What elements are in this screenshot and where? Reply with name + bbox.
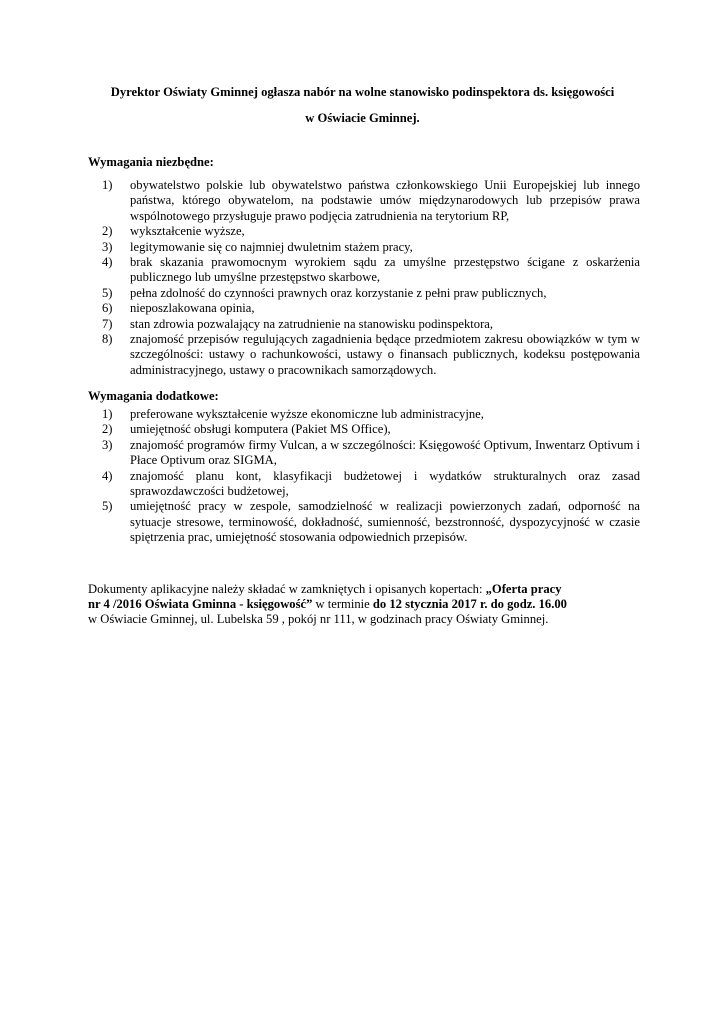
submission-text: w terminie [312,597,373,612]
item-number: 2) [102,224,113,239]
item-text: znajomość programów firmy Vulcan, a w szczególności: Księgowość Optivum, Inwentarz Optivum i Płace Optivum oraz SIGMA, [130,437,640,468]
item-text: pełna zdolność do czynności prawnych oraz korzystanie z pełni praw publicznych, [130,285,547,300]
required-item-6 [88,301,640,316]
item-text: umiejętność pracy w zespole, samodzielność w realizacji powierzonych zadań, odporność na sytuacje stresowe, terminowość, dokładność, sumienność, bezstronność, dyspozycyjność w czasie spiętrzenia prac, umiejętność stosowania odpowiednich przepisów. [130,499,640,545]
submission-line-3: w Oświacie Gminnej, ul. Lubelska 59 , pokój nr 111, w godzinach pracy Oświaty Gminnej. [88,612,549,627]
item-number: 3) [102,239,113,254]
item-text: preferowane wykształcenie wyższe ekonomiczne lub administracyjne, [130,407,484,421]
required-list [88,178,640,378]
offer-title-continued: nr 4 /2016 Oświata Gminna - księgowość” [88,597,313,612]
submission-line-2 [88,597,640,612]
item-text: brak skazania prawomocnym wyrokiem sądu za umyślne przestępstwo ścigane z oskarżenia publicznego lub umyślne przestępstwo skarbowe, [130,255,640,285]
additional-item-4 [88,469,640,500]
item-number: 5) [102,499,113,514]
item-number: 8) [102,332,113,347]
additional-item-5 [88,499,640,545]
item-text: wykształcenie wyższe, [130,224,245,239]
item-number: 4) [102,468,113,483]
item-text: legitymowanie się co najmniej dwuletnim stażem pracy, [130,239,413,254]
item-number: 3) [102,437,113,452]
offer-title: „Oferta pracy [485,582,562,596]
item-number: 1) [102,407,113,421]
document-title-line-1: Dyrektor Oświaty Gminnej ogłasza nabór na wolne stanowisko podinspektora ds. księgowości [110,85,615,99]
submission-deadline: do 12 stycznia 2017 r. do godz. 16.00 [372,597,567,612]
document-title-line-2: w Oświacie Gminnej. [305,111,420,125]
required-item-5 [88,286,640,301]
submission-text: Dokumenty aplikacyjne należy składać w zamkniętych i opisanych kopertach: [88,582,486,596]
required-item-4 [88,255,640,286]
item-text: obywatelstwo polskie lub obywatelstwo państwa członkowskiego Unii Europejskiej lub innego państwa, którego obywatelom, na podstawie umów międzynarodowych lub przepisów prawa wspólnotowego przysługuje prawo podjęcia zatrudnienia na terytorium RP, [130,178,640,223]
additional-heading: Wymagania dodatkowe: [88,389,219,403]
item-number: 5) [102,285,113,300]
additional-item-2 [88,422,640,437]
submission-line-1 [88,582,640,597]
additional-item-1 [88,407,640,422]
required-item-8 [88,332,640,378]
required-heading: Wymagania niezbędne: [88,155,214,169]
item-text: nieposzlakowana opinia, [130,301,255,316]
item-number: 2) [102,422,113,437]
submission-instructions [88,582,640,628]
additional-list [88,407,640,546]
item-text: znajomość planu kont, klasyfikacji budżetowej i wydatków strukturalnych oraz zasad sprawozdawczości budżetowej, [130,468,640,499]
item-number: 6) [102,301,113,316]
item-text: stan zdrowia pozwalający na zatrudnienie na stanowisku podinspektora, [130,316,493,331]
required-item-2 [88,224,640,239]
item-number: 1) [102,178,113,192]
required-item-1 [88,178,640,224]
required-item-7 [88,317,640,332]
item-number: 7) [102,316,113,331]
item-text: umiejętność obsługi komputera (Pakiet MS Office), [130,422,391,437]
required-item-3 [88,240,640,255]
item-number: 4) [102,255,113,270]
item-text: znajomość przepisów regulujących zagadnienia będące przedmiotem zakresu obowiązków w tym w szczególności: ustawy o rachunkowości, ustawy o finansach publicznych, kodeksu postępowania administracyjnego, ustawy o pracownikach samorządowych. [130,332,640,377]
additional-item-3 [88,438,640,469]
